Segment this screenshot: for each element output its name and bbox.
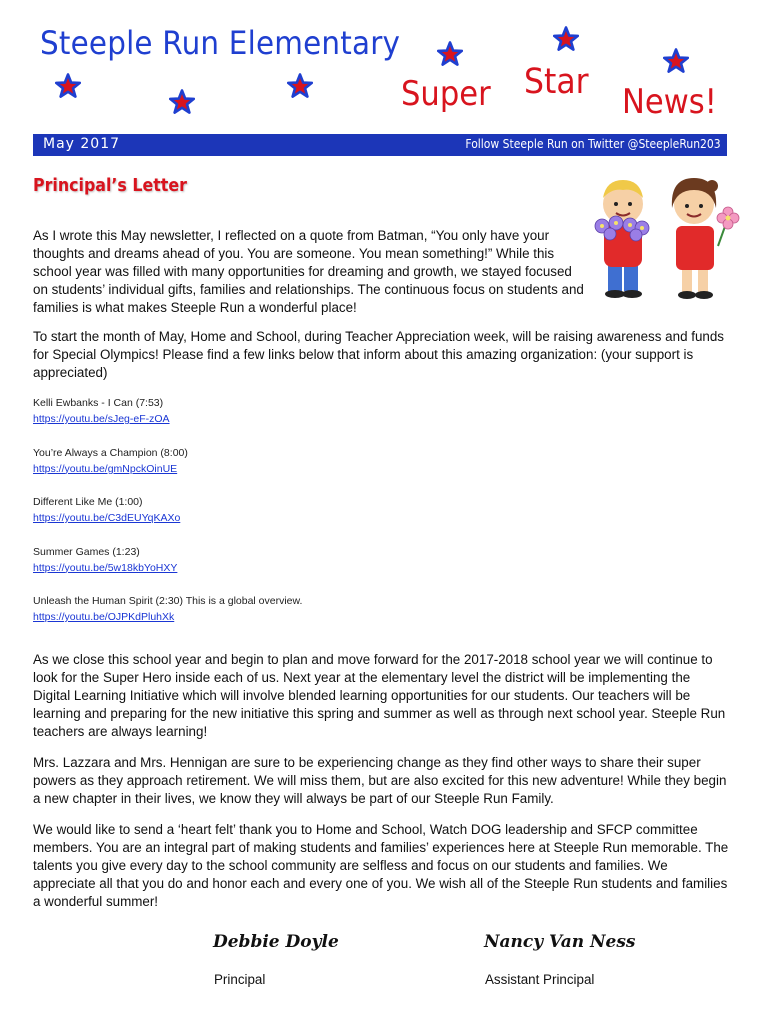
school-name: Steeple Run Elementary	[40, 24, 401, 62]
list-item	[33, 445, 533, 495]
video-title: Unleash the Human Spirit (2:30) This is a global overview.	[33, 595, 303, 607]
intro-paragraph: As I wrote this May newsletter, I reflected on a quote from Batman, “You only have your thoughts and dreams ahead of you. You are someone. You mean something!” While this school year was filled with many opportunities for dreaming and growth, we stayed focused on students’ individual gifts, families and relationships. The continuous focus on students and families is what makes Steeple Run a wonderful place!	[33, 228, 584, 315]
girl-figure	[672, 178, 739, 299]
kids-with-flowers-illustration	[594, 168, 744, 308]
video-link[interactable]: https://youtu.be/gmNpckOinUE	[33, 462, 178, 475]
video-link[interactable]: https://youtu.be/C3dEUYqKAXo	[33, 512, 181, 524]
star-icon	[55, 73, 81, 99]
list-item	[33, 544, 533, 594]
star-word: Star	[524, 62, 589, 102]
principal-signature: Debbie Doyle	[213, 932, 339, 952]
date-banner	[33, 134, 727, 156]
principal-letter-heading: Principal’s Letter	[33, 175, 187, 196]
video-title: Summer Games (1:23)	[33, 545, 140, 558]
star-icon	[663, 48, 689, 74]
twitter-follow-text: Follow Steeple Run on Twitter @SteepleRun203	[465, 137, 721, 151]
video-link[interactable]: https://youtu.be/sJeg-eF-zOA	[33, 413, 170, 425]
news-word: News!	[622, 82, 717, 122]
video-title: Kelli Ewbanks - I Can (7:53)	[33, 397, 164, 409]
video-title: Different Like Me (1:00)	[33, 496, 143, 508]
assistant-principal-title: Assistant Principal	[485, 972, 595, 987]
retirement-paragraph: Mrs. Lazzara and Mrs. Hennigan are sure to be experiencing change as they find other ways to share their super powers as they approach retirement. We will miss them, but are also excited for this new adventure! While they begin a new chapter in their lives, we know they will always be part of our Steeple Run Family.	[33, 755, 727, 806]
star-icon	[437, 41, 463, 67]
video-links-list	[33, 395, 533, 643]
thank-you-paragraph: We would like to send a ‘heart felt’ thank you to Home and School, Watch DOG leadership and SFCP committee members. You are an integral part of making students and families’ experiences here at Steeple Run memorable. The talents you give every day to the school community are selfless and focus on our students and families. We appreciate all that you do and honor each and every one of you. We wish all of the Steeple Run students and families a wonderful summer!	[33, 822, 729, 909]
super-word: Super	[401, 74, 491, 114]
assistant-principal-signature: Nancy Van Ness	[484, 932, 636, 952]
special-olympics-paragraph: To start the month of May, Home and School, during Teacher Appreciation week, will be raising awareness and funds for Special Olympics! Please find a few links below that inform about this amazing organization: (your support is appreciated)	[33, 329, 724, 380]
list-item	[33, 395, 533, 445]
closing-year-paragraph: As we close this school year and begin to plan and move forward for the 2017-2018 school year we will continue to look for the Super Hero inside each of us. Next year at the elementary level the district will be implementing the Digital Learning Initiative which will involve blended learning opportunities for our students. Our teachers will be learning and preparing for the new initiative this spring and summer as well as through next school year. Steeple Run teachers are always learning!	[33, 652, 726, 739]
principal-title: Principal	[214, 972, 266, 987]
star-icon	[553, 26, 579, 52]
video-link[interactable]: https://youtu.be/OJPKdPluhXk	[33, 611, 175, 623]
video-title: You’re Always a Champion (8:00)	[33, 446, 188, 459]
boy-figure	[595, 180, 649, 298]
video-link[interactable]: https://youtu.be/5w18kbYoHXY	[33, 561, 178, 574]
list-item	[33, 494, 533, 544]
list-item	[33, 593, 533, 643]
star-icon	[169, 89, 195, 115]
star-icon	[287, 73, 313, 99]
issue-date: May 2017	[43, 136, 121, 152]
